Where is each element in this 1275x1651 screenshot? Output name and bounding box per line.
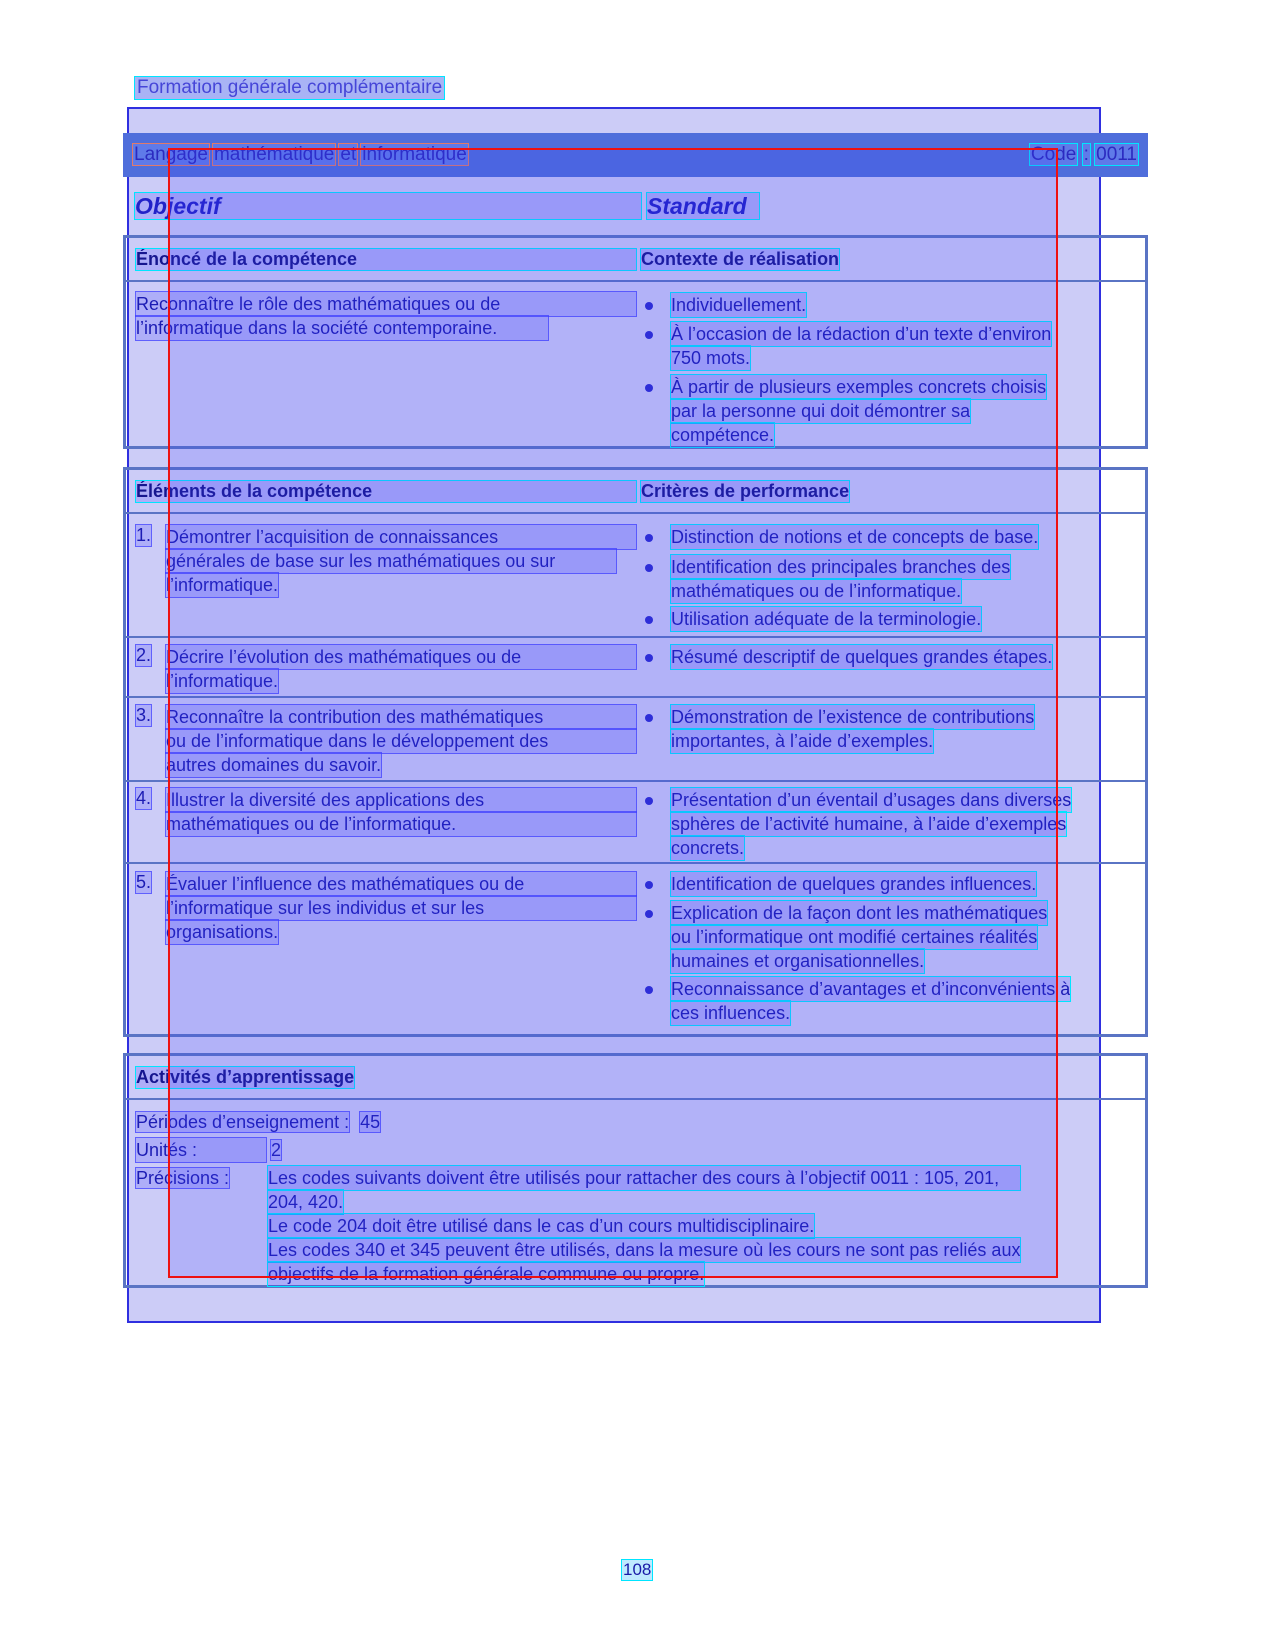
bullet-icon	[645, 331, 653, 339]
precision-line: Les codes suivants doivent être utilisés pour rattacher des cours à l’objectif 0011 : 105, 201,	[268, 1166, 1020, 1190]
element-number: 1.	[136, 525, 152, 545]
criterion-line: Démonstration de l’existence de contributions	[671, 707, 1035, 727]
criteria-heading: Critères de performance	[641, 481, 850, 501]
context-item	[671, 375, 1046, 447]
column-titles	[135, 193, 1145, 221]
element-number: 4.	[136, 788, 152, 808]
element-text	[166, 645, 636, 693]
precisions-label	[136, 1166, 229, 1190]
competency-title	[133, 144, 472, 166]
units-value: 2	[271, 1140, 282, 1160]
row-divider	[126, 636, 1145, 638]
code-label: Code	[1030, 144, 1077, 165]
criterion-line: importantes, à l’aide d’exemples.	[671, 731, 934, 751]
competency-statement	[136, 292, 636, 340]
periods-row	[136, 1110, 380, 1134]
context-line: 750 mots.	[671, 348, 751, 368]
criterion	[671, 872, 1036, 896]
criterion-line: mathématiques ou de l’informatique.	[671, 581, 962, 601]
criterion	[671, 788, 1071, 860]
element-text	[166, 705, 636, 777]
criterion-line: sphères de l’activité humaine, à l’aide d’exemples	[671, 814, 1067, 834]
criterion	[671, 555, 1010, 603]
criterion	[671, 977, 1070, 1025]
criterion-line: Distinction de notions et de concepts de base.	[671, 527, 1039, 547]
element-line: Reconnaître la contribution des mathématiques	[166, 705, 636, 729]
context-item	[671, 293, 806, 317]
title-word: mathématique	[213, 144, 335, 165]
learning-activities-heading: Activités d’apprentissage	[136, 1067, 355, 1087]
criterion-line: Reconnaissance d’avantages et d’inconvénients à	[671, 979, 1071, 999]
context-item	[671, 322, 1051, 370]
title-word: et	[340, 144, 357, 165]
element-line: Illustrer la diversité des applications des	[166, 788, 636, 812]
element-line: générales de base sur les mathématiques ou sur	[166, 549, 616, 573]
element-line: l’informatique.	[166, 575, 279, 595]
row-divider	[126, 780, 1145, 782]
element-line: Évaluer l’influence des mathématiques ou de	[166, 872, 636, 896]
criterion-line: Identification des principales branches des	[671, 557, 1011, 577]
learning-activities-section	[123, 1053, 1148, 1288]
periods-label: Périodes d’enseignement :	[136, 1112, 350, 1132]
row-divider	[126, 862, 1145, 864]
criterion-line: Résumé descriptif de quelques grandes étapes.	[671, 647, 1053, 667]
running-header: Formation générale complémentaire	[137, 77, 443, 98]
context-line: Individuellement.	[671, 295, 807, 315]
criterion	[671, 901, 1047, 973]
element-text	[166, 872, 636, 944]
bullet-icon	[645, 714, 653, 722]
bullet-icon	[645, 302, 653, 310]
precision-line: Les codes 340 et 345 peuvent être utilisés, dans la mesure où les cours ne sont pas reliés aux	[268, 1240, 1021, 1260]
bullet-icon	[645, 881, 653, 889]
bullet-icon	[645, 564, 653, 572]
precision-line: 204, 420.	[268, 1192, 344, 1212]
element-number: 2.	[136, 645, 152, 665]
context-line: par la personne qui doit démontrer sa	[671, 401, 971, 421]
title-word: informatique	[362, 144, 467, 165]
element-line: Décrire l’évolution des mathématiques ou de	[166, 645, 636, 669]
objective-column-title: Objectif	[135, 193, 641, 219]
criterion	[671, 705, 1034, 753]
learning-activities-header	[126, 1056, 1145, 1100]
statement-line: l’informatique dans la société contemporaine.	[136, 316, 548, 340]
bullet-icon	[645, 910, 653, 918]
standard-column-title: Standard	[647, 193, 759, 219]
element-line: organisations.	[166, 922, 279, 942]
element-line: l’informatique.	[166, 671, 279, 691]
precisions-label-text: Précisions :	[136, 1168, 230, 1188]
precision-line: Le code 204 doit être utilisé dans le cas d’un cours multidisciplinaire.	[268, 1216, 815, 1236]
elements-section-header	[126, 470, 1145, 514]
elements-heading: Éléments de la compétence	[136, 481, 636, 502]
element-line: Démontrer l’acquisition de connaissances	[166, 525, 636, 549]
bullet-icon	[645, 654, 653, 662]
precisions-text	[268, 1166, 1020, 1286]
bullet-icon	[645, 986, 653, 994]
criterion-line: ces influences.	[671, 1003, 791, 1023]
context-line: À l’occasion de la rédaction d’un texte d’environ	[671, 324, 1052, 344]
element-number: 3.	[136, 705, 152, 725]
criterion-line: concrets.	[671, 838, 745, 858]
units-row	[136, 1138, 281, 1162]
criterion-line: Explication de la façon dont les mathématiques	[671, 903, 1048, 923]
element-text	[166, 525, 636, 597]
criterion-line: Utilisation adéquate de la terminologie.	[671, 609, 982, 629]
element-text	[166, 788, 636, 836]
competency-title-bar	[123, 133, 1148, 177]
statement-section-header	[126, 238, 1145, 282]
element-line: mathématiques ou de l’informatique.	[166, 812, 636, 836]
precision-line: objectifs de la formation générale commune ou propre.	[268, 1264, 705, 1284]
criterion-line: ou l’informatique ont modifié certaines réalités	[671, 927, 1038, 947]
bullet-icon	[645, 384, 653, 392]
criterion	[671, 525, 1038, 549]
element-number: 5.	[136, 872, 152, 892]
periods-value: 45	[360, 1112, 381, 1132]
context-line: À partir de plusieurs exemples concrets choisis	[671, 377, 1047, 397]
page-number: 108	[623, 1560, 652, 1579]
criterion-line: humaines et organisationnelles.	[671, 951, 925, 971]
statement-line: Reconnaître le rôle des mathématiques ou de	[136, 292, 636, 316]
criterion	[671, 607, 981, 631]
row-divider	[126, 696, 1145, 698]
element-line: autres domaines du savoir.	[166, 755, 382, 775]
title-word: Langage	[134, 144, 208, 165]
bullet-icon	[645, 534, 653, 542]
criterion-line: Présentation d’un éventail d’usages dans diverses	[671, 790, 1072, 810]
statement-section	[123, 235, 1148, 449]
units-label: Unités :	[136, 1138, 266, 1162]
code-value: 0011	[1096, 144, 1137, 165]
bullet-icon	[645, 797, 653, 805]
elements-section	[123, 467, 1148, 1037]
criterion-line: Identification de quelques grandes influences.	[671, 874, 1037, 894]
element-line: ou de l’informatique dans le développement des	[166, 729, 636, 753]
bullet-icon	[645, 616, 653, 624]
context-line: compétence.	[671, 425, 775, 445]
criterion	[671, 645, 1052, 669]
code-separator: :	[1083, 144, 1089, 165]
statement-heading: Énoncé de la compétence	[136, 249, 636, 270]
context-heading: Contexte de réalisation	[641, 249, 840, 269]
element-line: l’informatique sur les individus et sur les	[166, 896, 636, 920]
competency-code	[1030, 144, 1138, 166]
